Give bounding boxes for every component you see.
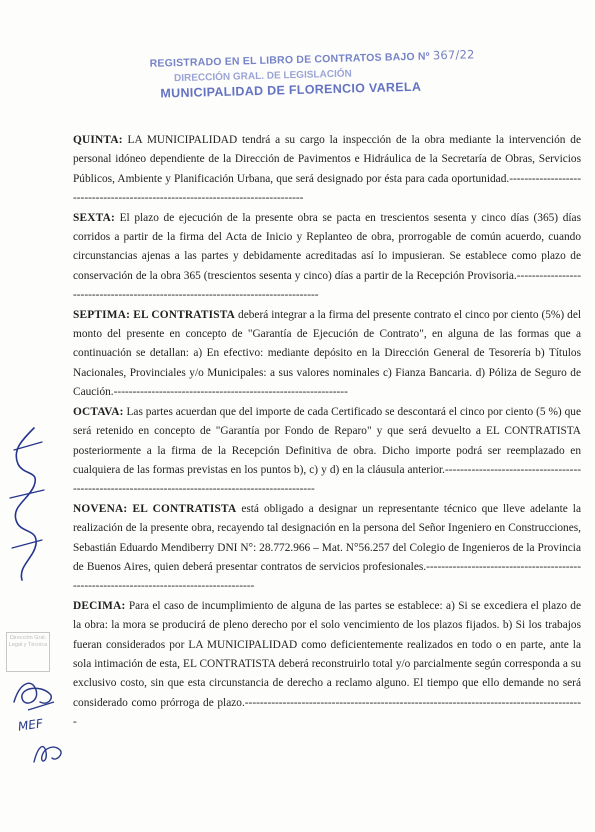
clause-text: deberá integrar a la firma del presente contrato el cinco por ciento (5%) del monto del presente en concepto de "Garantía de Ejecución de Contrato", en alguna de las formas que a continuación se detallan: a) En efectivo: mediante depósito en la Dirección General de Tesorería b) Títulos Nacionales, Provinciales y/o Municipales: a sus valores nominales c) Fianza Bancaria. d) Póliza de Seguro de Caución.-------------------------------------------------------------- [73, 308, 582, 399]
clause-text: está obligado a designar un representante técnico que lleve adelante la realización de la presente obra, recayendo tal designación en la persona del Señor Ingeniero en Construcciones, Sebastián Eduardo Mendiberry DNI N°: 28.772.966 – Mat. N°56.257 del Colegio de Ingenieros de la Provincia de Buenos Aires, quien deberá presentar contratos de servicios profesionales.----------------------------------------------------------------------------------------- [73, 502, 581, 593]
clause-septima [73, 306, 581, 403]
clause-heading: OCTAVA: [73, 405, 124, 418]
stamp-line-3: MUNICIPALIDAD DE FLORENCIO VARELA [160, 79, 422, 101]
contract-body [73, 131, 581, 733]
registration-stamp [149, 47, 475, 102]
clause-text: Las partes acuerdan que del importe de cada Certificado se descontará el cinco por ciento (5 %) que será retenido en concepto de "Garantía por Fondo de Reparo" y que será devuelto a EL CONTRATISTA posteriormente a la firma de la Recepción Definitiva de obra. Dicho importe podrá ser reemplazado en cualquiera de las formas previstas en los puntos b), c) y d) en la cláusula anterior.---------------------------------------------------------------------------------------------------- [73, 405, 581, 496]
clause-octava [73, 403, 581, 500]
clause-text: El plazo de ejecución de la presente obra se pacta en trescientos sesenta y cinco días (365) días corridos a partir de la firma del Acta de Inicio y Replanteo de obra, prorrogable de común acuerdo, cuando circunstancias ajenas a las partes y debidamente acreditadas así lo impusieran. Se establece como plazo de conservación de la obra 365 (trescientos sesenta y cinco) días a partir de la Recepción Provisoria.---------------------------------------------------------------------------------- [73, 211, 581, 302]
margin-signature-3 [30, 738, 66, 768]
margin-signature-2 [10, 672, 58, 716]
clause-text: Para el caso de incumplimiento de alguna de las partes se establece: a) Si se excediera el plazo de la obra: la mora se producirá de pleno derecho por el solo vencimiento de los plazos fijados. b) Si los trabajos fueran considerados por LA MUNICIPALIDAD como deficientemente realizados en todo o en parte, ante la sola intimación de esta, EL CONTRATISTA deberá reconstruirlo total y/o parcialmente según corresponda a su exclusivo costo, sin que esta circunstancia de derecho a reclamo alguno. El tiempo que ello demande no será considerado como prórroga de plazo.------------------------------------------------------------------------------------------ [73, 599, 581, 729]
clause-novena [73, 500, 581, 597]
clause-heading: SEPTIMA: EL CONTRATISTA [73, 308, 236, 321]
clause-quinta [73, 131, 581, 209]
clause-decima [73, 597, 581, 733]
clause-heading: DECIMA: [73, 599, 126, 612]
clause-heading: NOVENA: EL CONTRATISTA [73, 502, 237, 515]
clause-sexta [73, 209, 581, 306]
clause-text: LA MUNICIPALIDAD tendrá a su cargo la inspección de la obra mediante la intervención de personal idóneo dependiente de la Dirección de Pavimentos e Hidráulica de la Secretaría de Obras, Servicios Públicos, Ambiente y Planificación Urbana, que será designado por ésta para cada oportunidad.-------------------------------------------------------------------------------- [73, 134, 581, 205]
stamp-registration-number: 367/22 [432, 47, 475, 63]
stamp-line-2: DIRECCIÓN GRAL. DE LEGISLACIÓN [173, 68, 352, 85]
side-stamp: Dirección Gral. Legal y Técnica [6, 632, 50, 672]
stamp-registration-text: REGISTRADO EN EL LIBRO DE CONTRATOS BAJO Nº [149, 50, 430, 70]
margin-signature-1 [4, 420, 54, 590]
clause-heading: QUINTA: [73, 134, 123, 146]
clause-heading: SEXTA: [73, 211, 115, 224]
margin-initials: MEF [17, 716, 44, 734]
